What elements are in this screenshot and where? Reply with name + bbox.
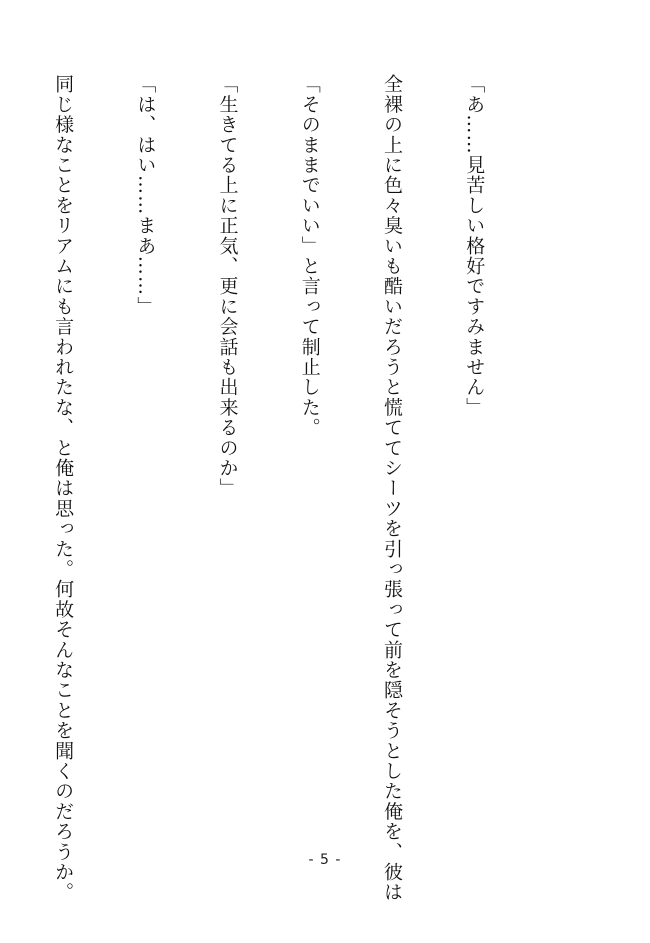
text-line: 全裸の上に色々臭いも酷いだろうと慌ててシーツを引っ張って前を隠そうとした俺を、彼は — [380, 74, 403, 903]
vertical-text-block — [0, 74, 542, 903]
page-number: - 5 - — [308, 852, 342, 868]
text-line: 同じ様なことをリアムにも言われたな、と俺は思った。何故そんなことを聞くのだろうか。 — [52, 74, 75, 903]
text-line: 「そのままでいい」と言って制止した。 — [298, 74, 321, 438]
text-line: 「生きてる上に正気、更に会話も出来るのか」 — [216, 74, 239, 499]
text-line: 「は、はい……まあ……」 — [134, 74, 157, 317]
text-line: 「あ……見苦しい格好ですみません」 — [463, 74, 486, 418]
